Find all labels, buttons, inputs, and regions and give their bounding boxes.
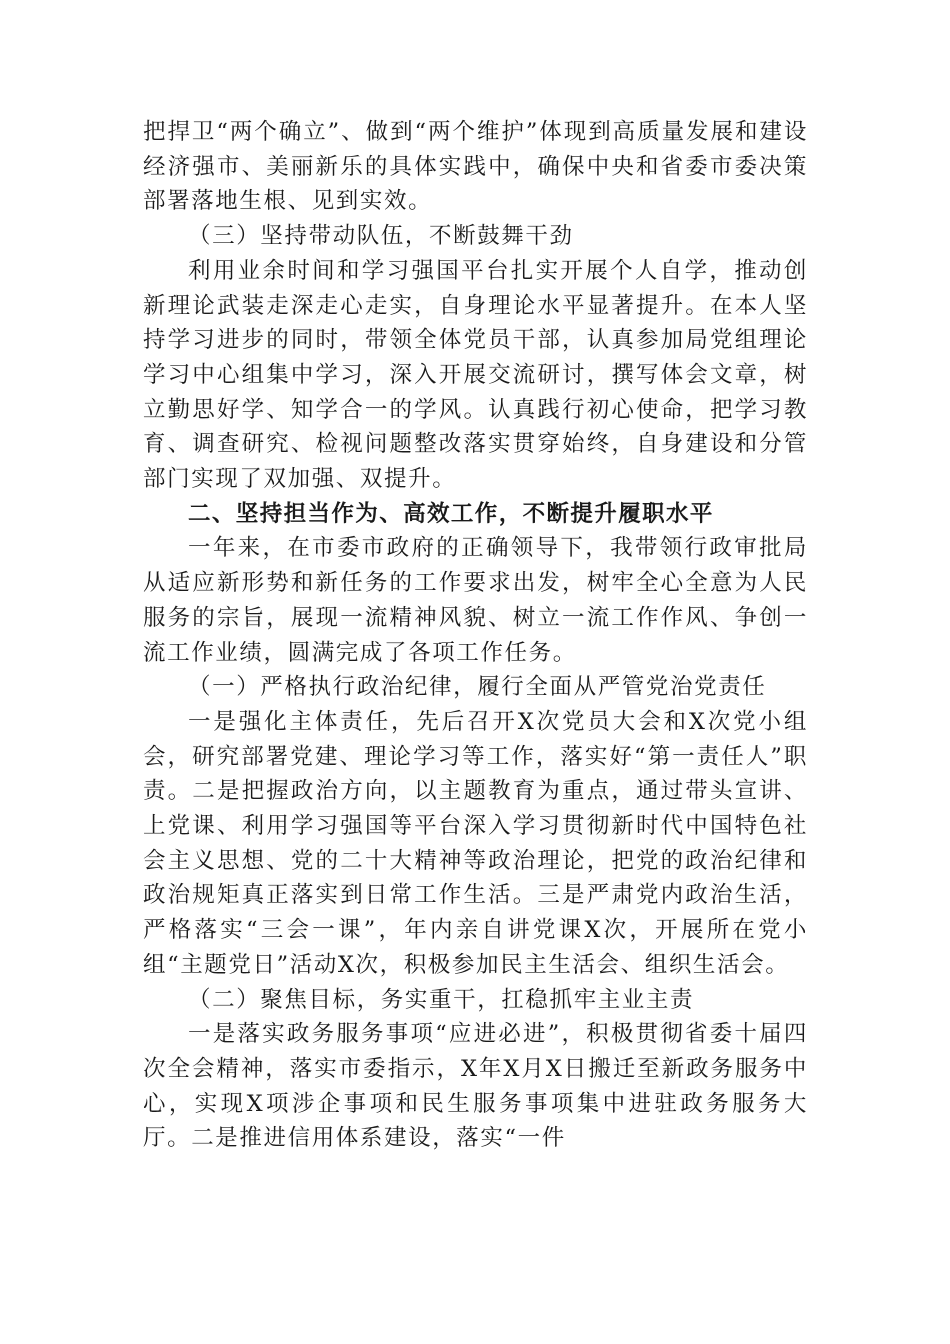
subheading-2: （二）聚焦目标，务实重干，扛稳抓牢主业主责: [188, 986, 695, 1013]
paragraph-study: 利用业余时间和学习强国平台扎实开展个人自学，推动创新理论武装走深走心走实，自身理论水平显著提升。在本人坚持学习进步的同时，带领全体党员干部，认真参加局党组理论学习中心组集中学习，深入开展交流研讨，撰写体会文章，树立勤思好学、知学合一的学风。认真践行初心使命，把学习教育、调查研究、检视问题整改落实贯穿始终，自身建设和分管部门实现了双加强、双提升。: [143, 257, 808, 493]
paragraph-discipline: 一是强化主体责任，先后召开X次党员大会和X次党小组会，研究部署党建、理论学习等工作，落实好“第一责任人”职责。二是把握政治方向，以主题教育为重点，通过带头宣讲、上党课、利用学习强国等平台深入学习贯彻新时代中国特色社会主义思想、党的二十大精神等政治理论，把党的政治纪律和政治规矩真正落实到日常工作生活。三是严肃党内政治生活，严格落实“三会一课”，年内亲自讲党课X次，开展所在党小组“主题党日”活动X次，积极参加民主生活会、组织生活会。: [143, 708, 808, 978]
paragraph-continued: 把捍卫“两个确立”、做到“两个维护”体现到高质量发展和建设经济强市、美丽新乐的具体实践中，确保中央和省委市委决策部署落地生根、见到实效。: [143, 119, 808, 215]
section-heading-2: 二、坚持担当作为、高效工作，不断提升履职水平: [188, 500, 714, 527]
document-page: [143, 115, 808, 1156]
paragraph-services: 一是落实政务服务事项“应进必进”，积极贯彻省委十届四次全会精神，落实市委指示，X年X月X日搬迁至新政务服务中心，实现X项涉企事项和民生服务事项集中进驻政务服务大厅。二是推进信用体系建设，落实“一件: [143, 1021, 808, 1152]
subheading-3: （三）坚持带动队伍，不断鼓舞干劲: [188, 223, 574, 250]
paragraph-overview: 一年来，在市委市政府的正确领导下，我带领行政审批局从适应新形势和新任务的工作要求出发，树牢全心全意为人民服务的宗旨，展现一流精神风貌、树立一流工作作风、争创一流工作业绩，圆满完成了各项工作任务。: [143, 535, 808, 666]
subheading-1: （一）严格执行政治纪律，履行全面从严管党治党责任: [188, 674, 767, 701]
